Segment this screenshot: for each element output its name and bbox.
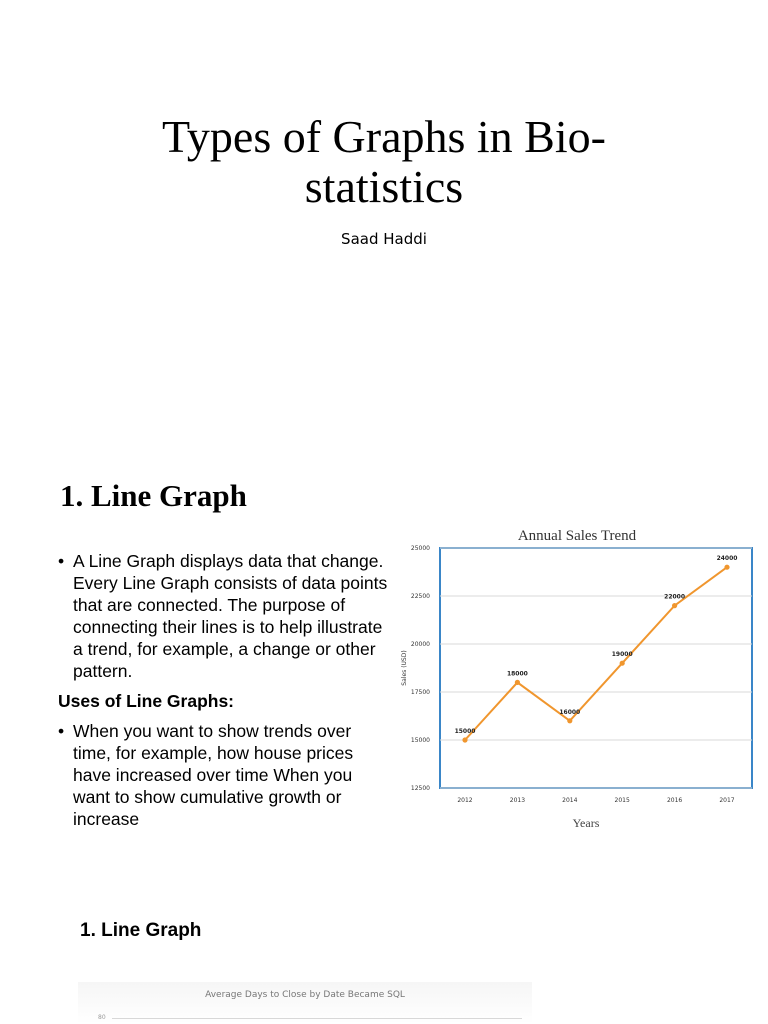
y-tick-labels [411, 545, 430, 792]
bullet-dot-icon: • [58, 551, 65, 571]
y-tick-label: 80 [98, 1014, 106, 1021]
data-label: 15000 [454, 728, 476, 735]
y-axis-label: Sales (USD) [401, 650, 408, 686]
data-point [672, 603, 677, 608]
series-line [465, 567, 727, 740]
data-point [515, 680, 520, 685]
bullet-item-uses [58, 720, 388, 830]
data-point [567, 718, 572, 723]
y-tick-label: 17500 [410, 689, 430, 696]
x-tick-label: 2015 [614, 797, 630, 804]
data-points [462, 565, 729, 743]
annual-sales-chart [392, 522, 762, 834]
author-name: Saad Haddi [341, 230, 427, 248]
bullet-dot-icon: • [58, 721, 65, 741]
x-tick-label: 2017 [719, 797, 735, 804]
data-point [724, 565, 729, 570]
section-heading: 1. Line Graph [80, 920, 202, 941]
x-tick-label: 2013 [509, 797, 526, 804]
data-label: 22000 [664, 593, 686, 601]
x-tick-labels [457, 797, 734, 804]
y-tick-label: 22500 [410, 593, 430, 600]
partial-chart [78, 982, 532, 1024]
line-chart-svg [392, 522, 762, 834]
data-label: 19000 [611, 651, 633, 659]
x-tick-label: 2016 [666, 797, 683, 804]
section-heading: 1. Line Graph [60, 478, 247, 513]
bullet-text: When you want to show trends over time, for example, how house prices have increased over time When you want to show cumulative growth or increase [73, 721, 354, 829]
description-text [58, 550, 388, 830]
x-tick-label: 2014 [562, 797, 578, 804]
data-label: 16000 [559, 708, 581, 716]
data-label: 18000 [506, 670, 528, 678]
slide-title-line-2: statistics [304, 161, 464, 212]
x-tick-label: 2012 [457, 797, 473, 804]
x-axis-label: Years [572, 816, 600, 830]
y-tick-label: 20000 [410, 641, 430, 648]
data-point [462, 737, 467, 742]
grid-line [112, 1018, 522, 1019]
chart-title: Average Days to Close by Date Became SQL [205, 990, 405, 1000]
y-tick-label: 15000 [410, 737, 430, 744]
data-label: 24000 [716, 555, 738, 563]
uses-heading: Uses of Line Graphs: [58, 691, 235, 711]
y-tick-label: 25000 [410, 545, 430, 552]
y-tick-label: 12500 [410, 785, 430, 792]
bullet-item-definition [58, 550, 388, 682]
slide-title [0, 112, 768, 212]
data-labels [455, 555, 738, 735]
chart-title: Annual Sales Trend [517, 528, 637, 544]
data-point [620, 661, 625, 666]
slide-title-line-1: Types of Graphs in Bio- [162, 111, 606, 162]
bullet-text: A Line Graph displays data that change. Every Line Graph consists of data points that are connected. The purpose of connecting their lines is to help illustrate a trend, for example, a change or other pattern. [73, 551, 388, 681]
